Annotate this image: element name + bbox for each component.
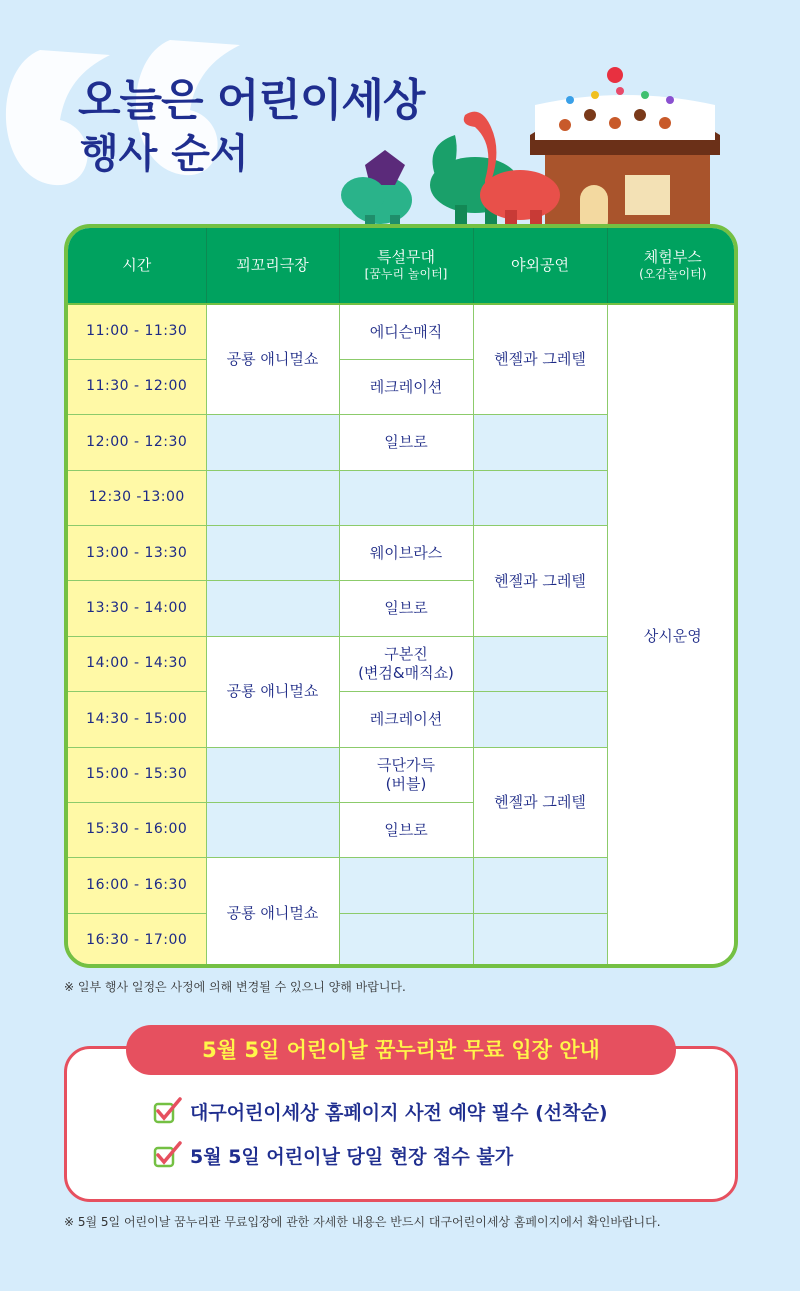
stage-cell-empty — [339, 470, 473, 525]
column-header-time: 시간 — [68, 228, 206, 304]
outdoor-cell-empty — [473, 858, 607, 913]
outdoor-cell-empty — [473, 470, 607, 525]
time-cell: 16:30 - 17:00 — [68, 913, 206, 968]
outdoor-cell: 헨젤과 그레텔 — [473, 526, 607, 637]
stage-cell-empty — [339, 858, 473, 913]
theater-cell-empty — [206, 470, 339, 525]
checkbox-check-icon — [152, 1140, 182, 1170]
info-item-text: 5월 5일 어린이날 당일 현장 접수 불가 — [190, 1145, 514, 1168]
stage-cell: 일브로 — [339, 581, 473, 636]
time-cell: 12:00 - 12:30 — [68, 415, 206, 470]
stage-cell: 일브로 — [339, 803, 473, 858]
theater-cell: 공룡 애니멀쇼 — [206, 304, 339, 415]
time-cell: 14:00 - 14:30 — [68, 636, 206, 691]
time-cell: 13:30 - 14:00 — [68, 581, 206, 636]
info-heading: 5월 5일 어린이날 꿈누리관 무료 입장 안내 — [126, 1025, 676, 1075]
theater-cell: 공룡 애니멀쇼 — [206, 858, 339, 968]
column-header-theater: 꾀꼬리극장 — [206, 228, 339, 304]
stage-cell: 구본진 (변검&매직쇼) — [339, 636, 473, 691]
outdoor-cell-empty — [473, 692, 607, 747]
outdoor-cell-empty — [473, 913, 607, 968]
stage-cell: 에디슨매직 — [339, 304, 473, 359]
time-cell: 14:30 - 15:00 — [68, 692, 206, 747]
checkbox-check-icon — [152, 1096, 182, 1126]
info-note: ※ 5월 5일 어린이날 꿈누리관 무료입장에 관한 자세한 내용은 반드시 대구어린이세상 홈페이지에서 확인바랍니다. — [64, 1215, 661, 1229]
outdoor-cell-empty — [473, 415, 607, 470]
time-cell: 13:00 - 13:30 — [68, 526, 206, 581]
time-cell: 15:00 - 15:30 — [68, 747, 206, 802]
booth-cell: 상시운영 — [607, 304, 738, 968]
theater-cell-empty — [206, 803, 339, 858]
stage-cell: 극단가득 (버블) — [339, 747, 473, 802]
time-cell: 12:30 -13:00 — [68, 470, 206, 525]
theater-cell-empty — [206, 747, 339, 802]
column-header-booth: 체험부스 (오감놀이터) — [607, 228, 738, 304]
theater-cell-empty — [206, 526, 339, 581]
column-header-stage: 특설무대 [꿈누리 놀이터] — [339, 228, 473, 304]
stage-cell: 일브로 — [339, 415, 473, 470]
schedule-table — [64, 224, 738, 968]
outdoor-cell: 헨젤과 그레텔 — [473, 747, 607, 858]
theater-cell: 공룡 애니멀쇼 — [206, 636, 339, 747]
theater-cell-empty — [206, 415, 339, 470]
stage-cell: 레크레이션 — [339, 692, 473, 747]
info-item — [152, 1140, 513, 1170]
dinosaur-house-illustration — [335, 55, 725, 240]
page-subtitle: 행사 순서 — [80, 131, 249, 177]
stage-cell: 웨이브라스 — [339, 526, 473, 581]
time-cell: 11:30 - 12:00 — [68, 359, 206, 414]
time-cell: 16:00 - 16:30 — [68, 858, 206, 913]
stage-cell-empty — [339, 913, 473, 968]
schedule-note: ※ 일부 행사 일정은 사정에 의해 변경될 수 있으니 양해 바랍니다. — [64, 980, 406, 994]
time-cell: 15:30 - 16:00 — [68, 803, 206, 858]
stage-cell: 레크레이션 — [339, 359, 473, 414]
info-item — [152, 1096, 608, 1126]
page-title: 오늘은 어린이세상 — [78, 75, 425, 126]
outdoor-cell-empty — [473, 636, 607, 691]
column-header-outdoor: 야외공연 — [473, 228, 607, 304]
theater-cell-empty — [206, 581, 339, 636]
info-item-text: 대구어린이세상 홈페이지 사전 예약 필수 (선착순) — [190, 1101, 608, 1124]
outdoor-cell: 헨젤과 그레텔 — [473, 304, 607, 415]
time-cell: 11:00 - 11:30 — [68, 304, 206, 359]
